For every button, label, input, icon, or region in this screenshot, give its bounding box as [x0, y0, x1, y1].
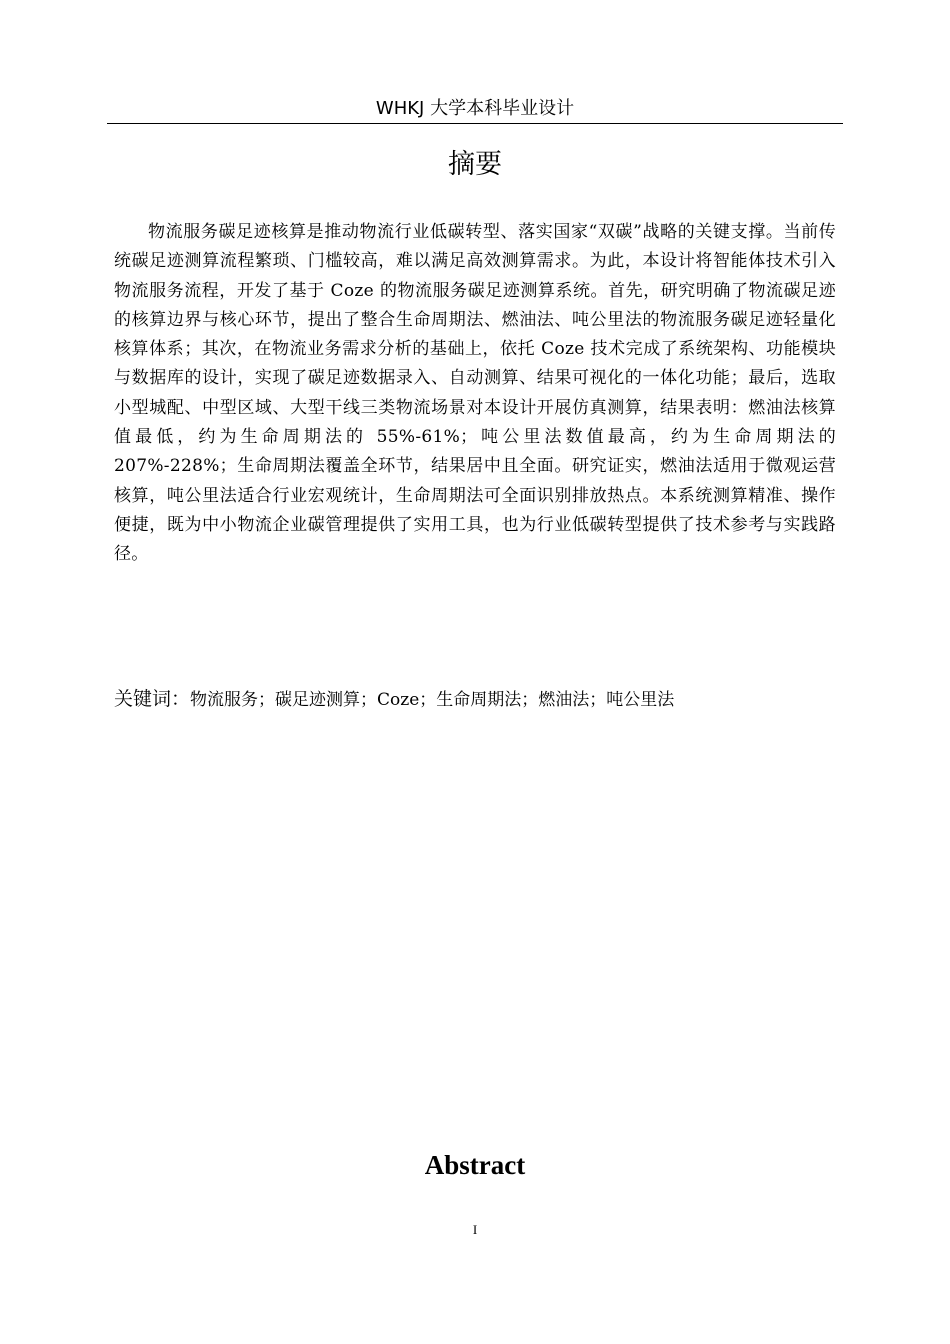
abstract-en-title: Abstract — [424, 1150, 526, 1180]
page-number: I — [472, 1222, 478, 1237]
abstract-cn-body: 物流服务碳足迹核算是推动物流行业低碳转型、落实国家“双碳”战略的关键支撑。当前传统碳足迹测算流程繁琐、门槛较高，难以满足高效测算需求。为此，本设计将智能体技术引入物流服务流程，开发了基于 Coze 的物流服务碳足迹测算系统。首先，研究明确了物流碳足迹的核算边界与核心环节，提出了整合生命周期法、燃油法、吨公里法的物流服务碳足迹轻量化核算体系；其次，在物流业务需求分析的基础上，依托 Coze 技术完成了系统架构、功能模块与数据库的设计，实现了碳足迹数据录入、自动测算、结果可视化的一体化功能；最后，选取小型城配、中型区域、大型干线三类物流场景对本设计开展仿真测算，结果表明：燃油法核算值最低，约为生命周期法的 55%-61%；吨公里法数值最高，约为生命周期法的 207%-228%；生命周期法覆盖全环节，结果居中且全面。研究证实，燃油法适用于微观运营核算，吨公里法适合行业宏观统计，生命周期法可全面识别排放热点。本系统测算精准、操作便捷，既为中小物流企业碳管理提供了实用工具，也为行业低碳转型提供了技术参考与实践路径。 — [114, 222, 836, 565]
keywords-text: 物流服务；碳足迹测算；Coze；生命周期法；燃油法；吨公里法 — [190, 690, 675, 710]
page-header: WHKJ 大学本科毕业设计 — [375, 98, 575, 119]
keywords-label: 关键词： — [114, 688, 191, 710]
abstract-cn-title: 摘要 — [448, 149, 502, 180]
header-rule — [107, 123, 843, 124]
keywords-line — [114, 684, 836, 715]
